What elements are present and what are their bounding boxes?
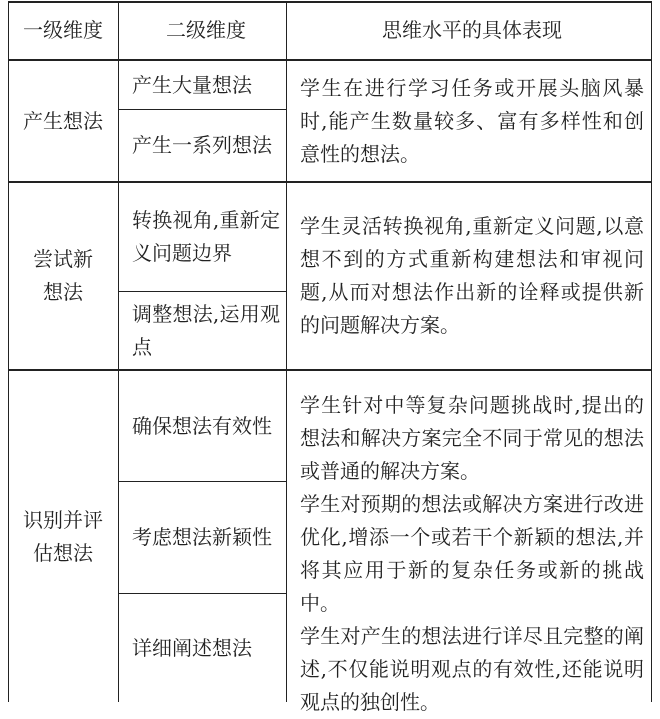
description-cell [286,61,652,181]
level2-cell [118,61,286,109]
description-cell [286,371,652,714]
level2-cell [118,292,286,369]
description-text: 学生在进行学习任务或开展头脑风暴时,能产生数量较多、富有多样性和创意性的想法。 [300,75,644,166]
level1-cell [8,61,118,181]
level2-label: 详细阐述想法 [132,635,252,660]
description-text: 学生针对中等复杂问题挑战时,提出的想法和解决方案完全不同于常见的想法或普通的解决方案。 [300,393,644,483]
level2-label: 转换视角,重新定义问题边界 [132,208,280,265]
level1-cell [8,183,118,369]
header-level1: 一级维度 [23,17,103,42]
level1-label: 尝试新想法 [33,247,93,304]
level2-cell [118,371,286,481]
level2-cell [118,594,286,702]
level2-label: 调整想法,运用观点 [132,301,280,359]
level2-label: 产生大量想法 [132,72,252,97]
level2-label: 确保想法有效性 [132,413,272,438]
level2-cell [118,183,286,291]
level1-label: 识别并评估想法 [23,507,103,565]
description-cell [286,183,652,369]
description-text: 学生对预期的想法或解决方案进行改进优化,增添一个或若干个新颖的想法,并将其应用于新的复杂任务或新的挑战中。 [300,492,644,615]
level2-label: 考虑想法新颖性 [132,525,272,549]
description-text: 学生灵活转换视角,重新定义问题,以意想不到的方式重新构建想法和审视问题,从而对想法作出新的诠释或提供新的问题解决方案。 [300,214,644,337]
level1-cell [8,371,118,702]
level2-cell [118,482,286,593]
dimensions-table [8,1,652,714]
description-text: 学生对产生的想法进行详尽且完整的阐述,不仅能说明观点的有效性,还能说明观点的独创性。 [300,624,644,714]
description-block [300,389,644,719]
level1-label: 产生想法 [23,108,103,133]
header-level2: 二级维度 [166,17,246,42]
level2-label: 产生一系列想法 [132,133,272,157]
level2-cell [118,110,286,181]
header-description: 思维水平的具体表现 [382,17,562,42]
